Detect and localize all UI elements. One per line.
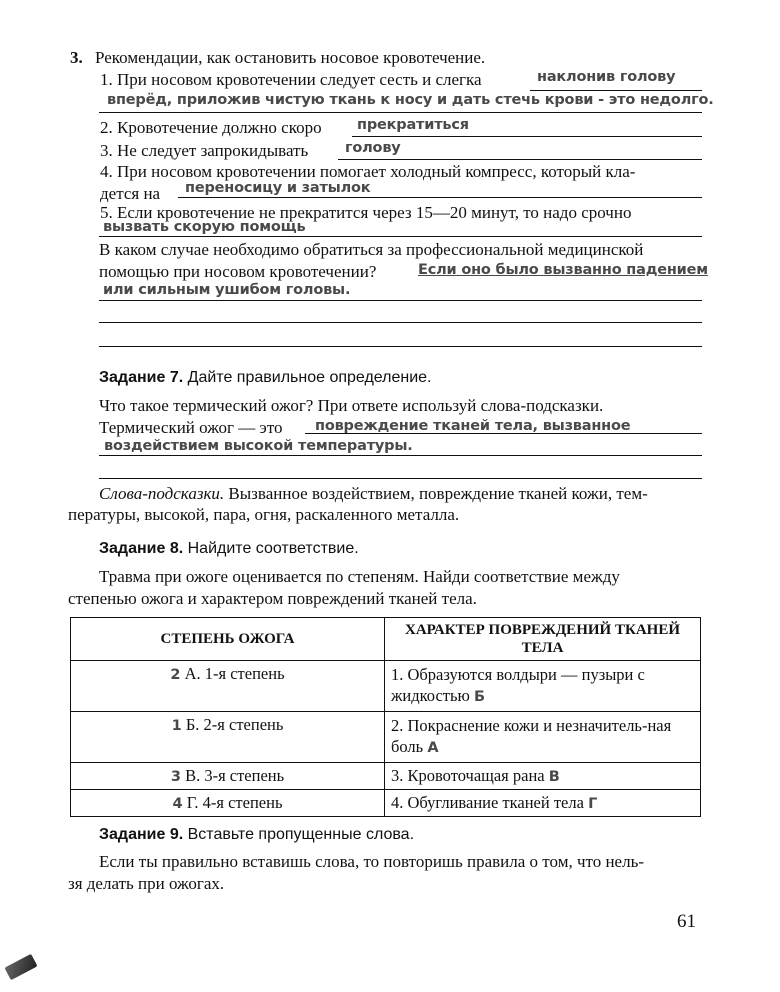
task-9-label: Задание 9. xyxy=(99,826,184,843)
damage-cell xyxy=(385,661,701,712)
degree-text: А. 1-я степень xyxy=(184,664,285,683)
task-9-text-line1: Если ты правильно вставишь слова, то повторишь правила о том, что нель- xyxy=(99,852,644,871)
item-2-prompt: 2. Кровотечение должно скоро xyxy=(100,118,322,137)
item-1-answer-line1[interactable]: наклонив голову xyxy=(537,69,676,85)
item-1-prompt: 1. При носовом кровотечении следует сесть и слегка xyxy=(100,70,482,89)
task-8-title: Найдите соответствие. xyxy=(187,540,359,557)
task-7-question: Что такое термический ожог? При ответе используй слова-подсказки. xyxy=(99,396,604,415)
header-degree: СТЕПЕНЬ ОЖОГА xyxy=(71,618,385,661)
task-7-label: Задание 7. xyxy=(99,369,184,386)
item-3-prompt: 3. Не следует запрокидывать xyxy=(100,141,309,160)
degree-cell xyxy=(71,790,385,817)
damage-cell xyxy=(385,790,701,817)
answer-mark[interactable]: 4 xyxy=(172,796,183,812)
item-4-prompt-line1: 4. При носовом кровотечении помогает холодный компресс, который кла- xyxy=(100,162,636,181)
task-8-label: Задание 8. xyxy=(99,540,184,557)
degree-cell xyxy=(71,712,385,763)
answer-mark[interactable]: 1 xyxy=(171,718,182,734)
task-9-title: Вставьте пропущенные слова. xyxy=(187,826,415,843)
item-5-prompt: 5. Если кровотечение не прекратится через 15—20 минут, то надо срочно xyxy=(100,203,632,222)
item-4-answer[interactable]: переносицу и затылок xyxy=(185,180,371,196)
answer-line xyxy=(99,322,702,323)
answer-line xyxy=(530,90,702,91)
answer-line xyxy=(178,197,702,198)
task-7-answer-line1[interactable]: повреждение тканей тела, вызванное xyxy=(315,418,631,434)
header-damage: ХАРАКТЕР ПОВРЕЖДЕНИЙ ТКАНЕЙ ТЕЛА xyxy=(385,618,701,661)
degree-text: Г. 4-я степень xyxy=(186,793,283,812)
damage-text: 2. Покраснение кожи и незначитель-ная боль xyxy=(391,716,672,756)
table-row xyxy=(71,712,701,763)
damage-cell xyxy=(385,763,701,790)
answer-mark[interactable]: В xyxy=(548,769,560,785)
item-3-answer[interactable]: голову xyxy=(345,140,401,156)
question-answer-line1[interactable]: Если оно было вызванно падением xyxy=(418,262,708,278)
degree-cell xyxy=(71,763,385,790)
damage-text: 3. Кровоточащая рана xyxy=(391,766,545,785)
damage-text: 4. Обугливание тканей тела xyxy=(391,793,584,812)
answer-line xyxy=(99,236,702,237)
task-7-answer-line2[interactable]: воздействием высокой температуры. xyxy=(104,438,413,454)
degree-text: В. 3-я степень xyxy=(185,766,285,785)
hints-label: Слова-подсказки. xyxy=(99,484,225,503)
damage-text: 1. Образуются волдыри — пузыри с жидкостью xyxy=(391,665,645,705)
task-8-intro-line1: Травма при ожоге оценивается по степеням. Найди соответствие между xyxy=(99,567,620,586)
answer-mark[interactable]: 3 xyxy=(170,769,181,785)
table-row xyxy=(71,790,701,817)
section-3-title: Рекомендации, как остановить носовое кровотечение. xyxy=(95,48,486,67)
table-row xyxy=(71,763,701,790)
answer-line xyxy=(338,159,702,160)
item-1-answer-line2[interactable]: вперёд, приложив чистую ткань к носу и дать стечь крови - это недолго. xyxy=(107,92,714,108)
task-7-prompt: Термический ожог — это xyxy=(99,418,283,437)
question-line1: В каком случае необходимо обратиться за профессиональной медицинской xyxy=(99,240,644,259)
answer-mark[interactable]: 2 xyxy=(170,667,181,683)
table-row xyxy=(71,661,701,712)
damage-cell xyxy=(385,712,701,763)
degree-text: Б. 2-я степень xyxy=(185,715,284,734)
answer-mark[interactable]: Б xyxy=(473,689,486,705)
answer-mark[interactable]: Г xyxy=(588,796,598,812)
table-header-row xyxy=(71,618,701,661)
answer-line xyxy=(99,112,702,113)
section-3-number: 3. xyxy=(70,48,83,67)
section-3-header xyxy=(70,48,485,68)
task-7-title: Дайте правильное определение. xyxy=(187,369,432,386)
task-7-heading xyxy=(99,369,432,387)
item-4-prompt-line2: дется на xyxy=(100,184,161,203)
answer-mark[interactable]: А xyxy=(427,740,439,756)
question-answer-line2[interactable]: или сильным ушибом головы. xyxy=(103,282,351,298)
item-5-answer[interactable]: вызвать скорую помощь xyxy=(103,219,306,235)
question-line2: помощью при носовом кровотечении? xyxy=(99,262,377,281)
matching-table xyxy=(70,617,701,817)
task-9-text-line2: зя делать при ожогах. xyxy=(68,874,225,893)
answer-line xyxy=(99,346,702,347)
page-number: 61 xyxy=(677,911,696,932)
task-9-heading xyxy=(99,826,414,844)
answer-line xyxy=(99,455,702,456)
answer-line xyxy=(352,136,702,137)
answer-line xyxy=(99,300,702,301)
answer-line xyxy=(99,478,702,479)
degree-cell xyxy=(71,661,385,712)
task-7-hints-line2: пературы, высокой, пара, огня, раскаленного металла. xyxy=(68,505,460,524)
task-7-hints-line1 xyxy=(99,484,648,504)
item-2-answer[interactable]: прекратиться xyxy=(357,117,469,133)
task-8-intro-line2: степенью ожога и характером повреждений тканей тела. xyxy=(68,589,477,608)
task-8-heading xyxy=(99,540,359,558)
hints-text-1: Вызванное воздействием, повреждение тканей кожи, тем- xyxy=(228,484,648,503)
eraser-logo-icon xyxy=(4,954,37,980)
